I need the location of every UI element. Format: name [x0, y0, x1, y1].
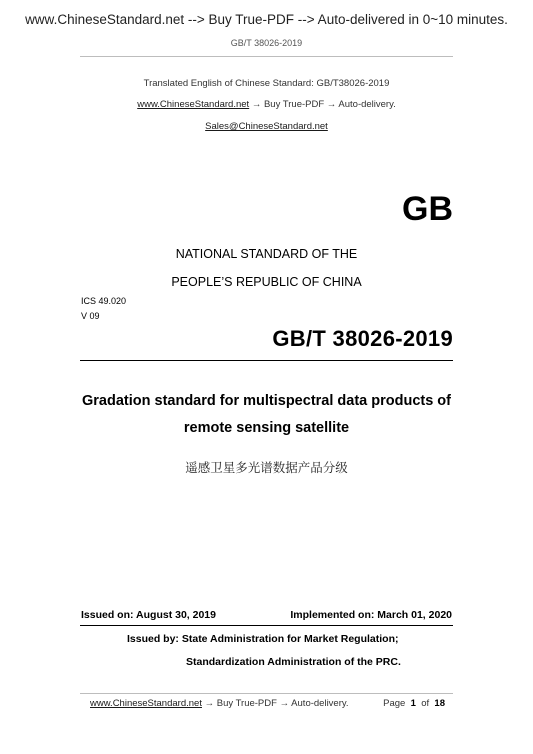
issued-by-line-1: Issued by: State Administration for Market Regulation; [127, 633, 399, 645]
header-divider [80, 56, 453, 57]
page-of: of [421, 698, 430, 709]
site-line [0, 99, 533, 110]
page-total: 18 [434, 698, 445, 709]
site-line-rest: → Buy True-PDF → Auto-delivery. [249, 99, 396, 110]
page-current: 1 [410, 698, 416, 709]
national-line-2: PEOPLE’S REPUBLIC OF CHINA [171, 275, 362, 289]
footer-links [90, 698, 349, 709]
page-label: Page [383, 698, 406, 709]
page-indicator [383, 698, 445, 709]
implemented-on: Implemented on: March 01, 2020 [290, 609, 452, 621]
footer-divider [80, 693, 453, 694]
translation-note: Translated English of Chinese Standard: GB/T38026-2019 [143, 78, 390, 89]
top-banner[interactable]: www.ChineseStandard.net --> Buy True-PDF --> Auto-delivered in 0~10 minutes. [25, 12, 508, 27]
dates-rule [80, 625, 453, 626]
ics-code: ICS 49.020 [81, 296, 127, 306]
footer-site-link[interactable]: www.ChineseStandard.net [90, 698, 202, 709]
national-line-1: NATIONAL STANDARD OF THE [175, 247, 358, 261]
ccs-code: V 09 [81, 311, 100, 321]
issued-by-line-2: Standardization Administration of the PRC. [186, 656, 401, 668]
title-line-1: Gradation standard for multispectral data products of [82, 393, 451, 409]
email-line [0, 121, 533, 132]
site-link[interactable]: www.ChineseStandard.net [137, 99, 250, 110]
email-link[interactable]: Sales@ChineseStandard.net [205, 121, 328, 132]
issued-on: Issued on: August 30, 2019 [81, 609, 216, 621]
chinese-title: 遥感卫星多光谱数据产品分级 [185, 460, 348, 475]
footer-link-rest: → Buy True-PDF → Auto-delivery. [201, 698, 349, 709]
title-line-2: remote sensing satellite [183, 420, 350, 436]
header-standard-code: GB/T 38026-2019 [230, 38, 303, 48]
standard-number-rule [80, 360, 453, 361]
standard-number: GB/T 38026-2019 [272, 326, 453, 351]
gb-mark: GB [402, 190, 453, 228]
